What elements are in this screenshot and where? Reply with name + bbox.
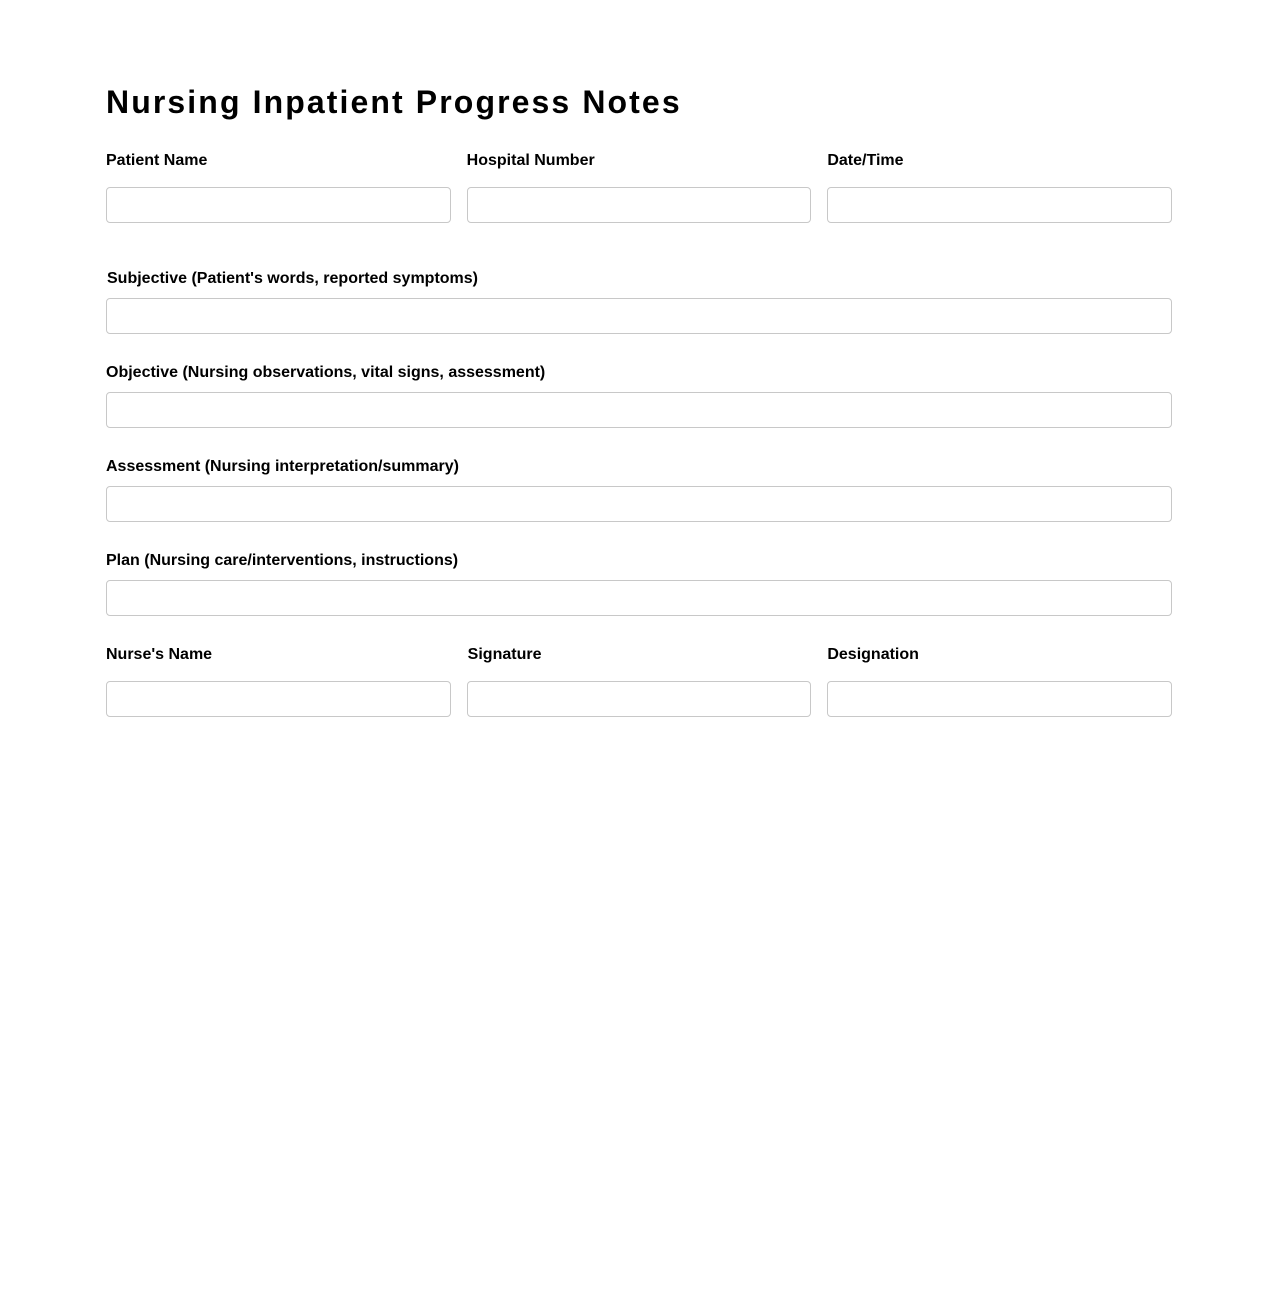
designation-label: Designation [827, 646, 919, 663]
page-title: Nursing Inpatient Progress Notes [106, 84, 682, 120]
patient-name-label: Patient Name [106, 152, 208, 169]
plan-input[interactable] [106, 580, 1172, 616]
assessment-group [106, 458, 1172, 522]
designation-group [827, 646, 1172, 717]
assessment-label: Assessment (Nursing interpretation/summary) [106, 458, 459, 475]
subjective-label: Subjective (Patient's words, reported symptoms) [107, 270, 478, 287]
nurse-name-group [106, 646, 451, 717]
date-time-group [827, 152, 1172, 223]
plan-group [106, 552, 1172, 616]
nurse-name-label: Nurse's Name [106, 646, 213, 663]
subjective-input[interactable] [106, 298, 1172, 334]
hospital-number-label: Hospital Number [466, 152, 595, 169]
assessment-input[interactable] [106, 486, 1172, 522]
date-time-input[interactable] [827, 187, 1172, 223]
objective-input[interactable] [106, 392, 1172, 428]
objective-label: Objective (Nursing observations, vital signs, assessment) [106, 364, 546, 381]
designation-input[interactable] [827, 681, 1172, 717]
hospital-number-input[interactable] [467, 187, 812, 223]
patient-name-input[interactable] [106, 187, 451, 223]
hospital-number-group [467, 152, 812, 223]
objective-group [106, 364, 1172, 428]
signature-label: Signature [467, 646, 542, 663]
subjective-group [106, 270, 1172, 334]
patient-name-group [106, 152, 451, 223]
nurse-info-row [106, 646, 1172, 717]
signature-input[interactable] [467, 681, 812, 717]
nurse-name-input[interactable] [106, 681, 451, 717]
signature-group [467, 646, 812, 717]
patient-info-row [106, 152, 1172, 223]
date-time-label: Date/Time [827, 152, 904, 169]
plan-label: Plan (Nursing care/interventions, instructions) [106, 552, 459, 569]
